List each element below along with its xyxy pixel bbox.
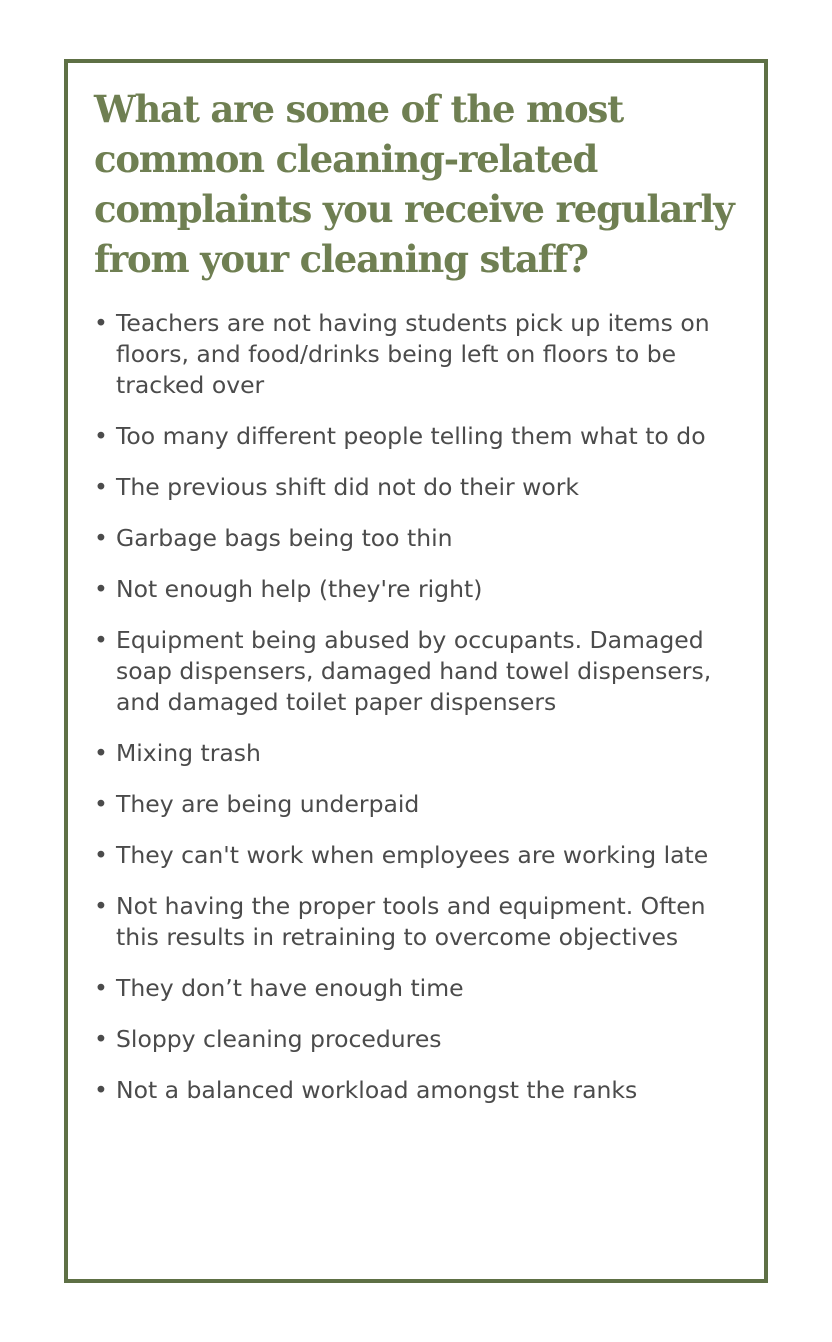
list-item	[94, 1024, 754, 1055]
bullet-icon: •	[94, 974, 108, 1002]
list-item-text: Not having the proper tools and equipment. Often this results in retraining to overcome objectives	[116, 892, 706, 951]
list-item-text: Too many different people telling them what to do	[116, 422, 706, 450]
list-item	[94, 523, 754, 554]
list-item	[94, 973, 754, 1004]
bullet-icon: •	[94, 790, 108, 818]
list-item-text: Mixing trash	[116, 739, 261, 767]
list-item	[94, 472, 754, 503]
bullet-icon: •	[94, 575, 108, 603]
list-item-text: Teachers are not having students pick up items on floors, and food/drinks being left on floors to be tracked over	[116, 309, 710, 399]
bullet-icon: •	[94, 841, 108, 869]
complaints-list	[94, 308, 754, 1126]
bullet-icon: •	[94, 1076, 108, 1104]
list-item	[94, 574, 754, 605]
list-item	[94, 308, 754, 401]
list-item-text: Not enough help (they're right)	[116, 575, 483, 603]
bullet-icon: •	[94, 524, 108, 552]
bullet-icon: •	[94, 309, 108, 337]
list-item	[94, 625, 754, 718]
list-item-text: Sloppy cleaning procedures	[116, 1025, 442, 1053]
list-item	[94, 421, 754, 452]
list-item-text: They don’t have enough time	[116, 974, 464, 1002]
bullet-icon: •	[94, 1025, 108, 1053]
bullet-icon: •	[94, 739, 108, 767]
panel-title: What are some of the most common cleaning-related complaints you receive regularly from your cleaning staff?	[94, 87, 734, 281]
list-item-text: Garbage bags being too thin	[116, 524, 453, 552]
list-item	[94, 789, 754, 820]
list-item	[94, 738, 754, 769]
list-item	[94, 891, 754, 953]
list-item-text: The previous shift did not do their work	[116, 473, 579, 501]
bullet-icon: •	[94, 892, 108, 920]
bullet-icon: •	[94, 626, 108, 654]
list-item-text: Equipment being abused by occupants. Damaged soap dispensers, damaged hand towel dispensers, and damaged toilet paper dispensers	[116, 626, 712, 716]
bullet-icon: •	[94, 473, 108, 501]
list-item	[94, 840, 754, 871]
bullet-icon: •	[94, 422, 108, 450]
list-item-text: Not a balanced workload amongst the ranks	[116, 1076, 638, 1104]
list-item-text: They can't work when employees are working late	[116, 841, 709, 869]
list-item	[94, 1075, 754, 1106]
list-item-text: They are being underpaid	[116, 790, 420, 818]
